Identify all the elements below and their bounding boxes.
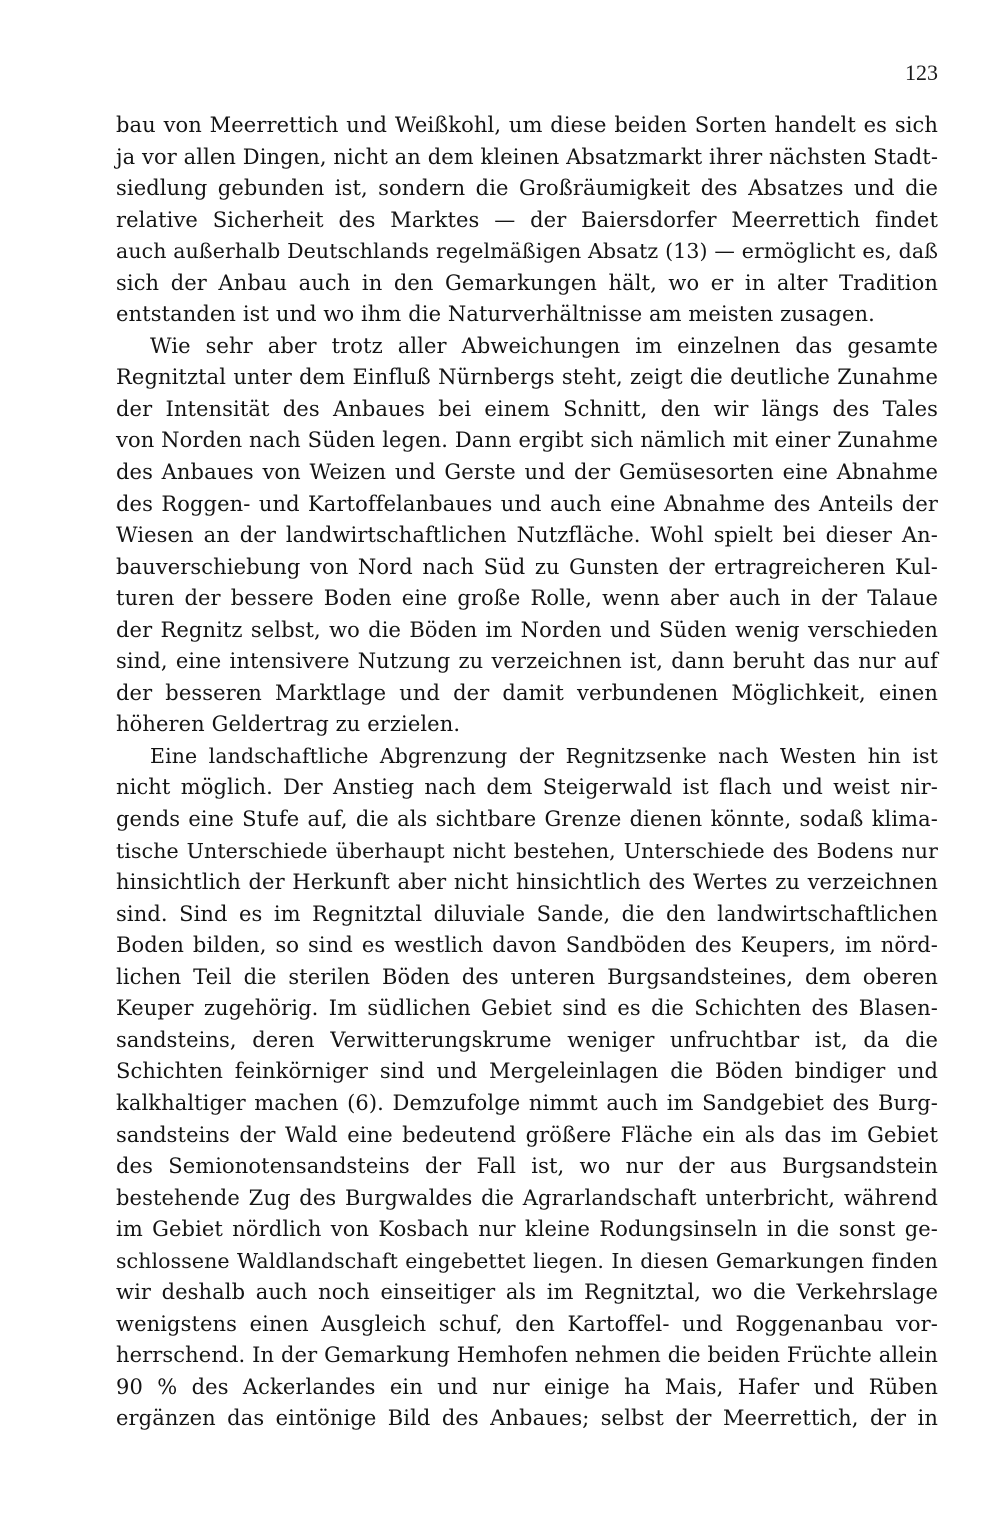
text-line: ergänzen das eintönige Bild des Anbaues; selbst der Meerrettich, der in <box>116 1406 938 1431</box>
text-line: wenigstens einen Ausgleich schuf, den Kartoffel- und Roggenanbau vor- <box>116 1311 938 1336</box>
text-line: der Intensität des Anbaues bei einem Schnitt, den wir längs des Tales <box>116 396 938 421</box>
text-line: ja vor allen Dingen, nicht an dem kleinen Absatzmarkt ihrer nächsten Stadt- <box>116 144 939 169</box>
text-line: sind. Sind es im Regnitztal diluviale Sande, die den landwirtschaftlichen <box>116 901 938 926</box>
page-number: 123 <box>905 60 938 85</box>
text-line: der Regnitz selbst, wo die Böden im Norden und Süden wenig verschieden <box>116 617 938 642</box>
text-line: lichen Teil die sterilen Böden des unteren Burgsandsteines, dem oberen <box>116 964 938 989</box>
text-line: sich der Anbau auch in den Gemarkungen hält, wo er in alter Tradition <box>116 270 938 295</box>
text-line: im Gebiet nördlich von Kosbach nur kleine Rodungsinseln in die sonst ge- <box>116 1217 938 1242</box>
text-line: herrschend. In der Gemarkung Hemhofen nehmen die beiden Früchte allein <box>116 1343 938 1368</box>
text-line: Schichten feinkörniger sind und Mergeleinlagen die Böden bindiger und <box>116 1059 938 1084</box>
text-line: hinsichtlich der Herkunft aber nicht hinsichtlich des Wertes zu verzeichnen <box>116 870 938 895</box>
text-line: Boden bilden, so sind es westlich davon Sandböden des Keupers, im nörd- <box>116 933 938 958</box>
text-line: des Anbaues von Weizen und Gerste und der Gemüsesorten eine Abnahme <box>116 460 938 485</box>
text-line: gends eine Stufe auf, die als sichtbare Grenze dienen könnte, sodaß klima- <box>116 807 938 832</box>
text-line: tische Unterschiede überhaupt nicht bestehen, Unterschiede des Bodens nur <box>116 838 938 863</box>
text-line: Keuper zugehörig. Im südlichen Gebiet sind es die Schichten des Blasen- <box>116 996 938 1021</box>
text-line: von Norden nach Süden legen. Dann ergibt sich nämlich mit einer Zunahme <box>116 428 938 453</box>
text-line: auch außerhalb Deutschlands regelmäßigen Absatz (13) — ermöglicht es, daß <box>116 239 938 264</box>
text-line: nicht möglich. Der Anstieg nach dem Steigerwald ist flach und weist nir- <box>116 775 938 800</box>
text-line: sandsteins, deren Verwitterungskrume weniger unfruchtbar ist, da die <box>116 1027 938 1052</box>
text-line: Regnitztal unter dem Einfluß Nürnbergs steht, zeigt die deutliche Zunahme <box>116 365 938 390</box>
text-line: bau von Meerrettich und Weißkohl, um diese beiden Sorten handelt es sich <box>116 113 938 137</box>
text-line: Eine landschaftliche Abgrenzung der Regnitzsenke nach Westen hin ist <box>150 743 938 768</box>
text-line: des Roggen- und Kartoffelanbaues und auch eine Abnahme des Anteils der <box>116 491 938 516</box>
text-line: entstanden ist und wo ihm die Naturverhältnisse am meisten zusagen. <box>116 302 875 327</box>
text-line: sandsteins der Wald eine bedeutend größere Fläche ein als das im Gebiet <box>116 1122 938 1147</box>
text-line: schlossene Waldlandschaft eingebettet liegen. In diesen Gemarkungen finden <box>116 1248 938 1273</box>
body-text <box>116 110 938 1435</box>
text-line: Wie sehr aber trotz aller Abweichungen im einzelnen das gesamte <box>150 333 938 358</box>
text-line: des Semionotensandsteins der Fall ist, wo nur der aus Burgsandstein <box>116 1154 938 1179</box>
text-line: kalkhaltiger machen (6). Demzufolge nimmt auch im Sandgebiet des Burg- <box>116 1090 938 1115</box>
text-line: höheren Geldertrag zu erzielen. <box>116 712 461 737</box>
text-line: sind, eine intensivere Nutzung zu verzeichnen ist, dann beruht das nur auf <box>116 649 938 674</box>
text-line: der besseren Marktlage und der damit verbundenen Möglichkeit, einen <box>116 680 938 705</box>
text-line: siedlung gebunden ist, sondern die Großräumigkeit des Absatzes und die <box>116 176 938 201</box>
text-line: wir deshalb auch noch einseitiger als im Regnitztal, wo die Verkehrslage <box>116 1280 938 1305</box>
text-line: 90 % des Ackerlandes ein und nur einige ha Mais, Hafer und Rüben <box>116 1374 938 1399</box>
text-line: turen der bessere Boden eine große Rolle, wenn aber auch in der Talaue <box>116 586 938 611</box>
text-line: relative Sicherheit des Marktes — der Baiersdorfer Meerrettich findet <box>116 207 938 232</box>
text-line: bauverschiebung von Nord nach Süd zu Gunsten der ertragreicheren Kul- <box>116 554 938 579</box>
text-line: bestehende Zug des Burgwaldes die Agrarlandschaft unterbricht, während <box>116 1185 938 1210</box>
text-line: Wiesen an der landwirtschaftlichen Nutzfläche. Wohl spielt bei dieser An- <box>116 523 938 548</box>
